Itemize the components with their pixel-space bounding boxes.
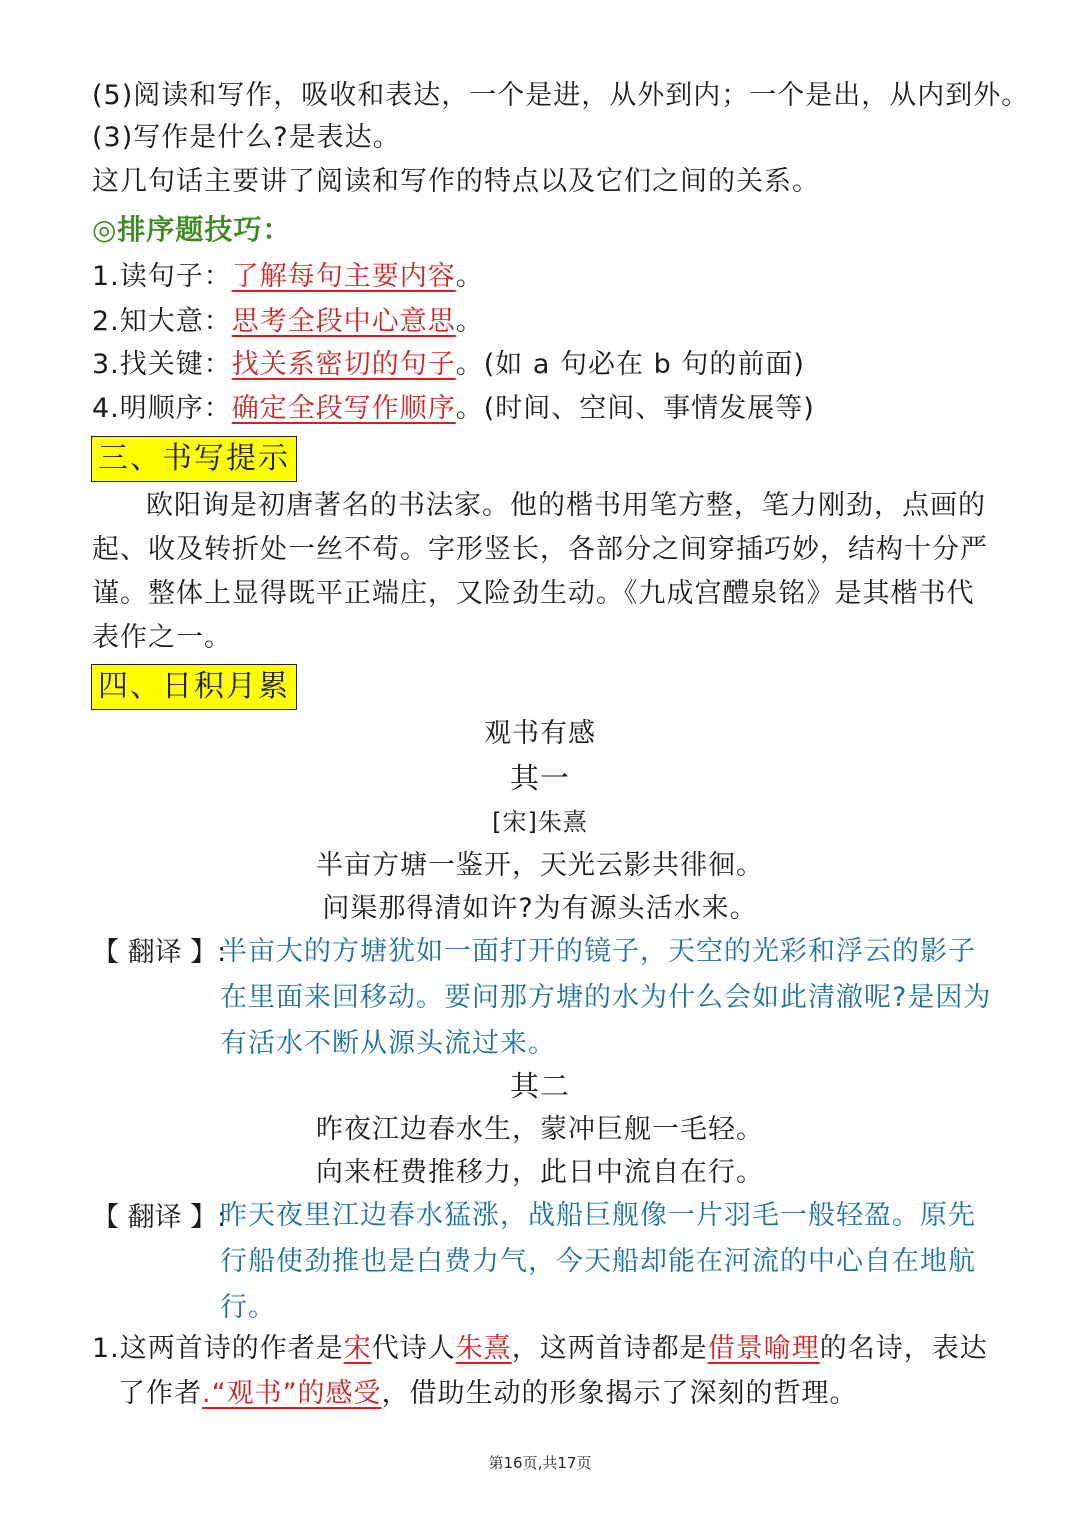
- question-line: [92, 1329, 988, 1369]
- item-key: 了解每句主要内容: [231, 261, 456, 292]
- sorting-item: [92, 345, 805, 385]
- sorting-item: [92, 389, 815, 429]
- calligraphy-paragraph: 欧阳询是初唐著名的书法家。他的楷书用笔方整，笔力刚劲，点画的起、收及转折处一丝不苟。字形竖长，各部分之间穿插巧妙，结构十分严谨。整体上显得既平正端庄，又险劲生动。《九成宫醴泉铭》是其楷书代表作之一。: [92, 490, 988, 653]
- poem-line: 昨夜江边春水生，蒙冲巨舰一毛轻。: [316, 1114, 764, 1145]
- item-label: 3.找关键：: [92, 349, 232, 380]
- question-text: 1.这两首诗的作者是: [92, 1333, 344, 1364]
- item-rest: 。(时间、空间、事情发展等): [455, 393, 815, 424]
- poem-title: 观书有感: [484, 718, 596, 749]
- poem-line: 向来枉费推移力，此日中流自在行。: [316, 1157, 764, 1188]
- item-label: 1.读句子：: [92, 261, 232, 292]
- question-text: 了作者: [118, 1378, 202, 1409]
- sorting-heading: ◎排序题技巧：: [92, 213, 292, 246]
- item-key: 找关系密切的句子: [231, 349, 456, 380]
- sorting-item: [92, 257, 484, 297]
- answer-blank: .“观书”的感受: [202, 1378, 382, 1409]
- answer-blank: 宋: [343, 1333, 372, 1364]
- poem-part: 其一: [509, 761, 570, 795]
- text-line: (3)写作是什么?是表达。: [92, 122, 401, 153]
- poem-line: 半亩方塘一鉴开，天光云影共徘徊。: [316, 850, 764, 881]
- section-heading: 三、书写提示: [91, 436, 297, 482]
- sorting-item: [92, 302, 484, 342]
- answer-blank: 借景喻理: [707, 1333, 820, 1364]
- question-text: ，借助生动的形象揭示了深刻的哲理。: [381, 1378, 858, 1409]
- item-key: 思考全段中心意思: [231, 306, 456, 337]
- poem-part: 其二: [509, 1069, 570, 1103]
- item-rest: 。: [455, 261, 484, 292]
- text-line: 这几句话主要讲了阅读和写作的特点以及它们之间的关系。: [92, 166, 820, 197]
- answer-blank: 朱熹: [455, 1333, 512, 1364]
- question-text: 的名诗，表达: [819, 1333, 988, 1364]
- item-key: 确定全段写作顺序: [231, 393, 456, 424]
- question-line: [118, 1374, 858, 1414]
- poem-line: 问渠那得清如许?为有源头活水来。: [322, 893, 758, 924]
- item-label: 4.明顺序：: [92, 393, 232, 424]
- text-line: (5)阅读和写作，吸收和表达，一个是进，从外到内；一个是出，从内到外。: [92, 80, 1030, 111]
- page-number: 第16页,共17页: [488, 1454, 592, 1472]
- poem-author: [宋]朱熹: [492, 808, 588, 836]
- question-text: 代诗人: [371, 1333, 456, 1364]
- section-heading: 四、日积月累: [91, 664, 297, 710]
- translation-text: 半亩大的方塘犹如一面打开的镜子，天空的光彩和浮云的影子在里面来回移动。要问那方塘的水为什么会如此清澈呢?是因为有活水不断从源头流过来。: [220, 936, 992, 1059]
- item-rest: 。: [455, 306, 484, 337]
- translation-text: 昨天夜里江边春水猛涨，战船巨舰像一片羽毛一般轻盈。原先行船使劲推也是白费力气，今天船却能在河流的中心自在地航行。: [220, 1200, 976, 1323]
- item-label: 2.知大意：: [92, 306, 232, 337]
- item-rest: 。(如 a 句必在 b 句的前面): [455, 349, 805, 380]
- translation-label: 【 翻译 】:: [92, 1202, 227, 1233]
- question-text: ，这两首诗都是: [511, 1333, 708, 1364]
- translation-label: 【 翻译 】:: [92, 937, 227, 968]
